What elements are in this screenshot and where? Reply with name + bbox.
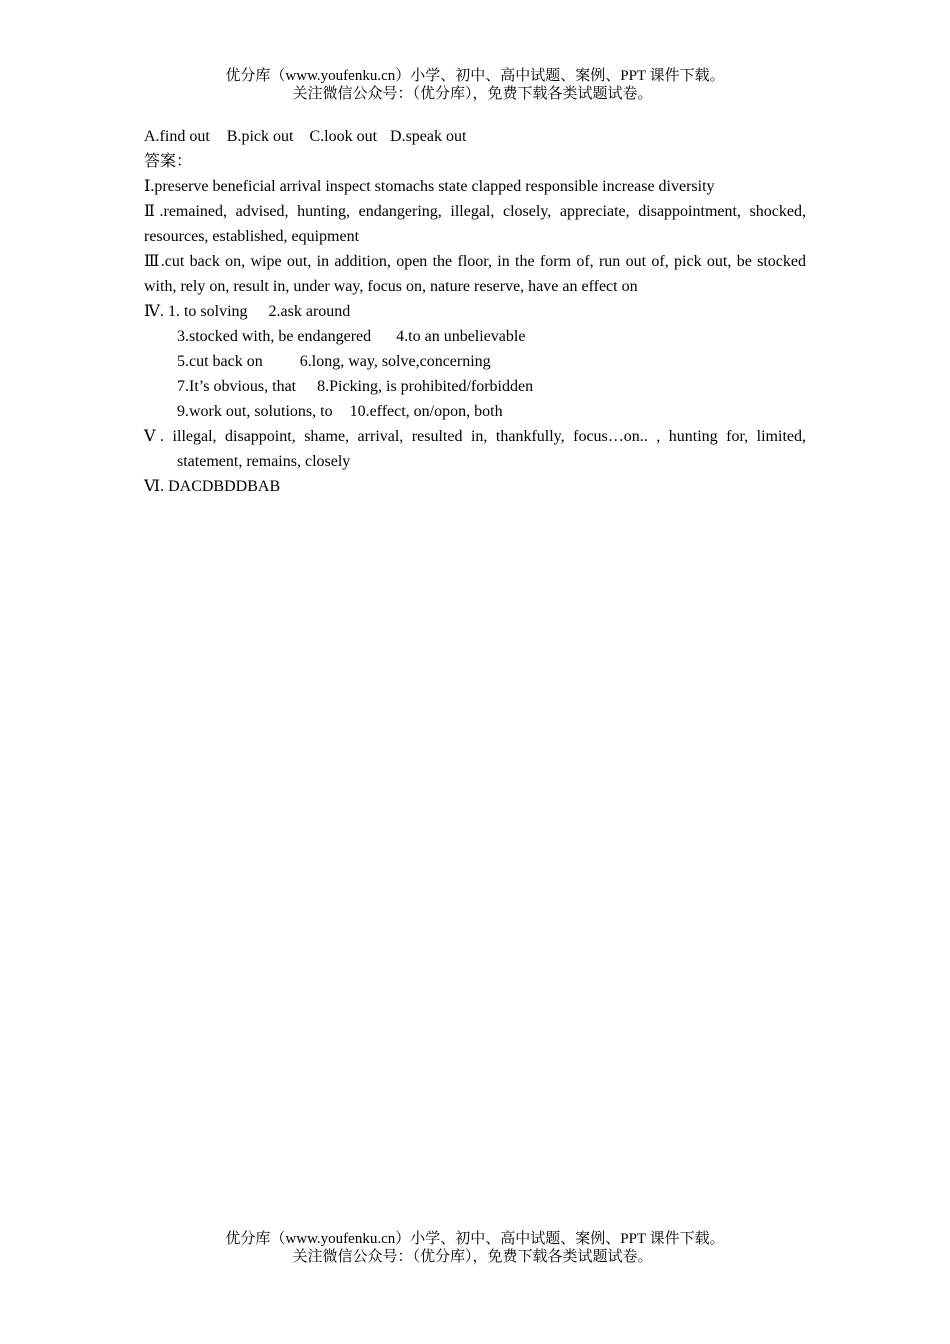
page-footer [0,1230,950,1266]
section-6-answers: Ⅵ. DACDBDDBAB [144,478,281,495]
section-4-row-2 [144,324,806,349]
section-4-answer-6: 6.long, way, solve,concerning [299,353,491,370]
option-a: A.find out [144,128,210,145]
section-4-answer-1: Ⅳ. 1. to solving [144,303,248,320]
header-line-1: 优分库（www.youfenku.cn）小学、初中、高中试题、案例、PPT 课件下载。 [225,68,725,84]
answer-content [144,124,806,499]
section-4-row-1 [144,299,806,324]
section-4-row-3 [144,349,806,374]
section-5-answers: Ⅴ. illegal, disappoint, shame, arrival, resulted in, thankfully, focus…on.. , hunting for, limited, statement, remains, closely [144,428,806,470]
header-line-2: 关注微信公众号：（优分库），免费下载各类试题试卷。 [292,86,653,102]
section-4-answer-3: 3.stocked with, be endangered [177,328,372,345]
answer-label: 答案： [144,153,193,170]
footer-line-2: 关注微信公众号：（优分库），免费下载各类试题试卷。 [292,1249,653,1265]
section-4-answer-10: 10.effect, on/opon, both [349,403,503,420]
section-3-answers: Ⅲ.cut back on, wipe out, in addition, open the floor, in the form of, run out of, pick out, be stocked with, rely on, result in, under way, focus on, nature reserve, have an effect on [144,253,806,295]
section-4-answer-8: 8.Picking, is prohibited/forbidden [317,378,534,395]
section-4-answer-7: 7.It’s obvious, that [177,378,297,395]
page-header [0,67,950,103]
option-b: B.pick out [226,128,294,145]
option-c: C.look out [309,128,378,145]
section-4-answer-9: 9.work out, solutions, to [177,403,333,420]
section-2-answers: Ⅱ.remained, advised, hunting, endangering, illegal, closely, appreciate, disappointment, shocked, resources, established, equipment [144,203,806,245]
section-1-answers: Ⅰ.preserve beneficial arrival inspect stomachs state clapped responsible increase diversity [144,178,715,195]
option-d: D.speak out [390,128,467,145]
section-4-answer-2: 2.ask around [268,303,351,320]
section-4-row-4 [144,374,806,399]
options-row [144,124,806,149]
section-4-answer-4: 4.to an unbelievable [396,328,526,345]
section-4-answer-5: 5.cut back on [177,353,263,370]
section-4-row-5 [144,399,806,424]
footer-line-1: 优分库（www.youfenku.cn）小学、初中、高中试题、案例、PPT 课件下载。 [225,1231,725,1247]
